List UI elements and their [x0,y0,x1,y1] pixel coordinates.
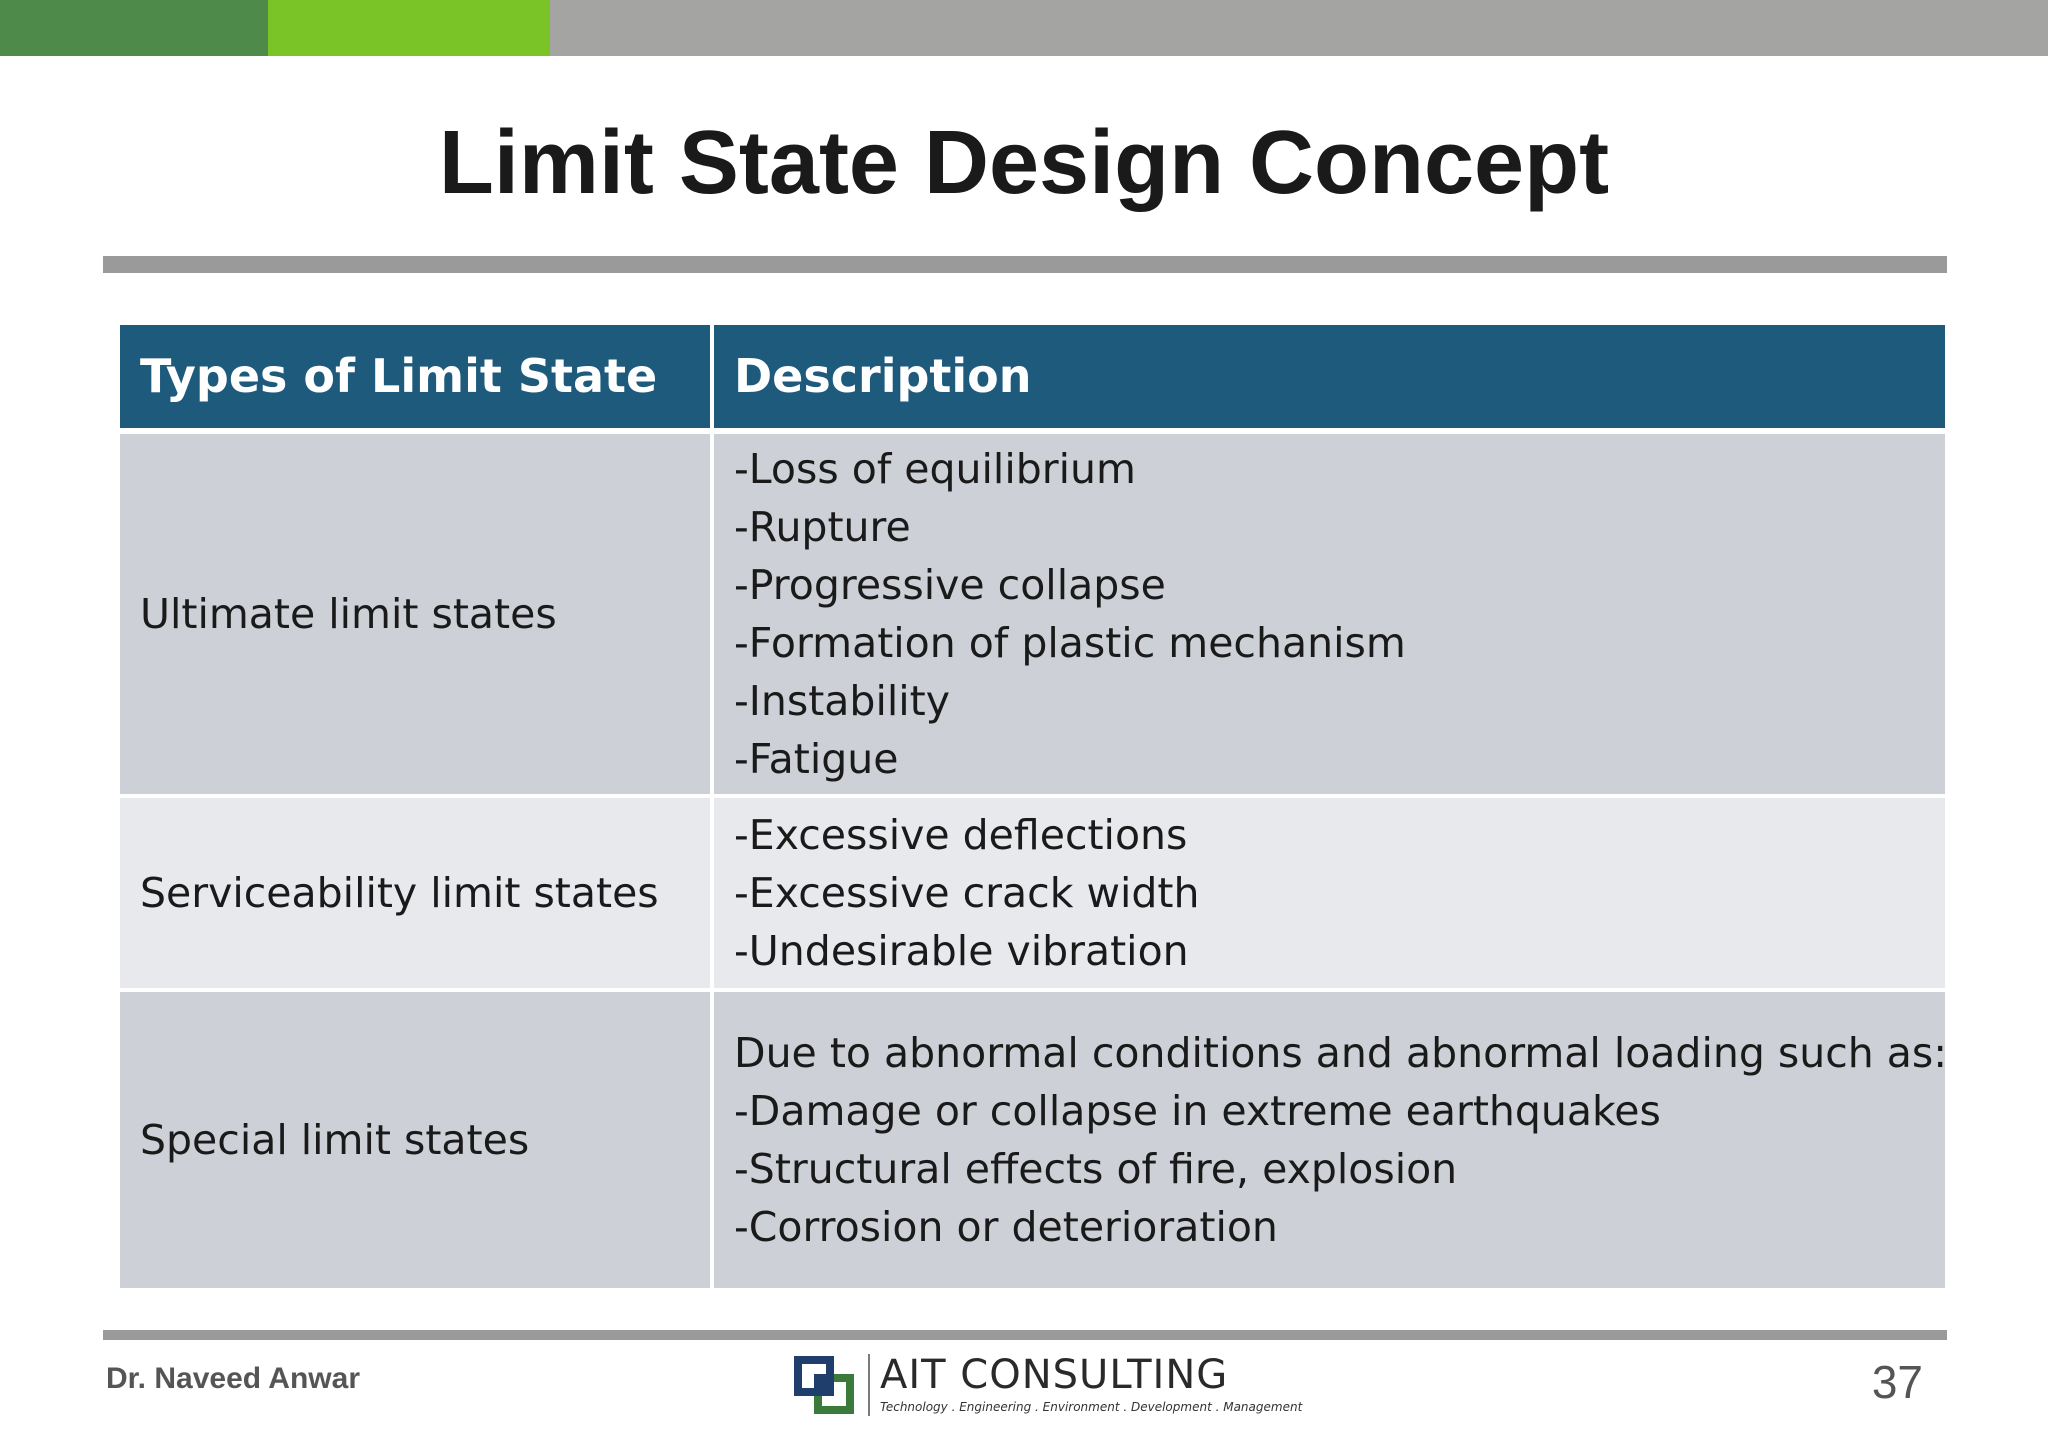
description-line: -Damage or collapse in extreme earthquakes [734,1087,1661,1135]
logo-divider [868,1354,870,1416]
accent-segment-dark-green [0,0,268,56]
logo-tagline: Technology . Engineering . Environment . Development . Management [880,1400,1303,1414]
ait-logo-icon [790,1350,860,1420]
limit-state-description [714,434,1945,794]
description-line: -Loss of equilibrium [734,445,1136,493]
table-header-type: Types of Limit State [120,325,714,428]
limit-state-description [714,992,1948,1288]
limit-state-description [714,798,1945,988]
description-line: Due to abnormal conditions and abnormal loading such as: [734,1029,1948,1077]
slide-title: Limit State Design Concept [438,113,1610,213]
accent-segment-gray [550,0,2048,56]
limit-state-type-label: Ultimate limit states [140,590,557,638]
description-line: -Rupture [734,503,911,551]
limit-state-type [120,992,714,1288]
title-divider [103,256,1947,273]
description-line: -Instability [734,677,950,725]
description-line: -Structural effects of fire, explosion [734,1145,1458,1193]
top-accent-bar [0,0,2048,56]
limit-state-table [120,325,1948,1288]
limit-state-type [120,434,714,794]
table-row [120,992,1948,1288]
description-line: -Progressive collapse [734,561,1166,609]
description-line: -Fatigue [734,735,899,783]
logo-name: AIT CONSULTING [880,1352,1229,1398]
footer-divider [103,1330,1947,1340]
table-row [120,434,1945,798]
table-row [120,798,1945,992]
limit-state-type-label: Serviceability limit states [140,869,659,917]
limit-state-type [120,798,714,988]
description-line: -Excessive deflections [734,811,1188,859]
table-header-description: Description [714,325,1945,428]
accent-segment-light-green [268,0,550,56]
description-line: -Corrosion or deterioration [734,1203,1278,1251]
page-number: 37 [1871,1356,1923,1408]
company-logo [790,1350,1303,1420]
description-line: -Formation of plastic mechanism [734,619,1406,667]
limit-state-type-label: Special limit states [140,1116,530,1164]
author-name: Dr. Naveed Anwar [106,1362,360,1395]
table-header-row [120,325,1945,434]
description-line: -Excessive crack width [734,869,1200,917]
description-line: -Undesirable vibration [734,927,1189,975]
